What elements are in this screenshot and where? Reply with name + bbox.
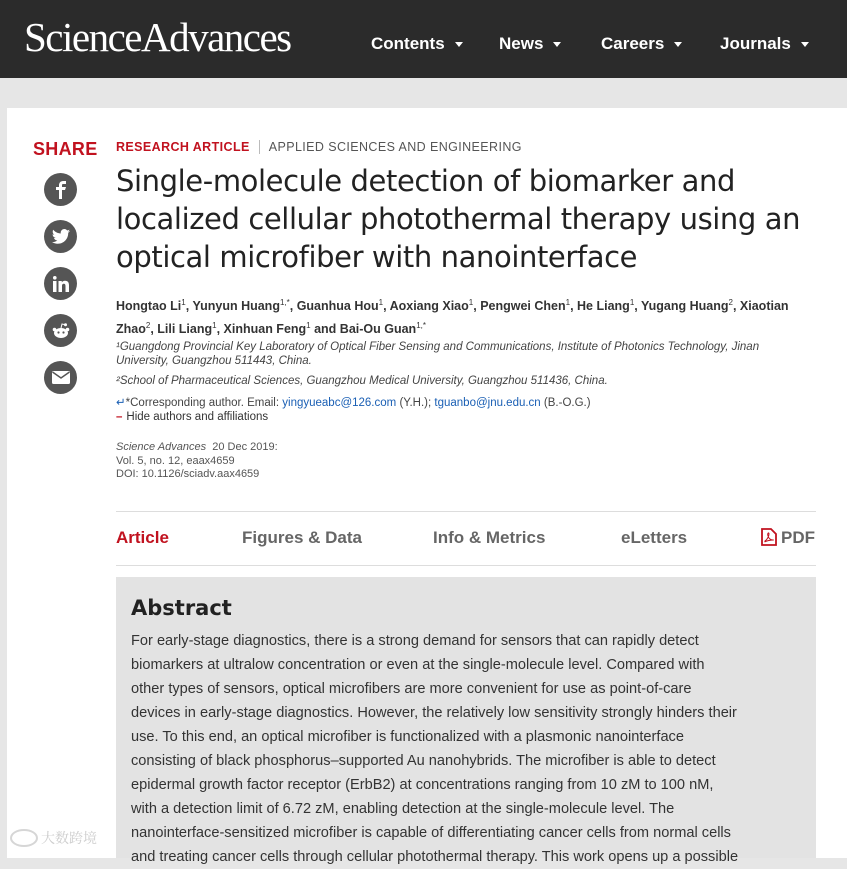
nav-journals-label: Journals (720, 34, 791, 53)
category-divider (259, 140, 260, 154)
nav-journals[interactable] (720, 34, 809, 54)
facebook-icon[interactable] (44, 173, 77, 206)
author-affil-sup: 1 (306, 321, 311, 331)
author-affil-sup: 1 (629, 298, 635, 307)
chevron-down-icon (455, 42, 463, 47)
abstract-body (131, 629, 803, 869)
pdf-icon (761, 528, 777, 546)
abstract-line: other types of sensors, optical microfibers are more convenient for use as point-of-care (131, 681, 692, 697)
abstract-heading: Abstract (131, 596, 232, 620)
author-affil-sup: 1 (378, 298, 384, 307)
tab-pdf-label: PDF (781, 528, 815, 547)
abstract-line: For early-stage diagnostics, there is a strong demand for sensors that can rapidly detect (131, 633, 699, 649)
abstract-line: nanointerface-sensitized microfiber is capable of differentiating cancer cells from normal cells (131, 825, 731, 841)
corresponding-author (116, 395, 591, 409)
volume-info: Vol. 5, no. 12, eaax4659 (116, 454, 235, 467)
author-affil-sup: 1,* (279, 298, 290, 307)
share-label: SHARE (33, 139, 98, 159)
abstract-line: use. To this end, an optical microfiber is functionalized with a plasmonic nanointerface (131, 729, 684, 745)
watermark-text: 大数跨境 (41, 830, 97, 846)
return-arrow-icon: ↵ (116, 397, 126, 409)
author-name[interactable]: Pengwei Chen (480, 299, 566, 314)
tab-article[interactable]: Article (116, 528, 169, 547)
nav-news-label: News (499, 34, 544, 53)
author-affil-sup: 1 (181, 298, 186, 307)
email-link-1[interactable]: yingyueabc@126.com (282, 397, 397, 409)
author-affil-sup: 1 (212, 321, 217, 331)
abstract-line: devices in early-stage diagnostics. However, the relatively low sensitivity strongly hinders their (131, 705, 737, 721)
twitter-icon[interactable] (44, 220, 77, 253)
nav-contents[interactable] (371, 34, 463, 54)
author-name[interactable]: Guanhua Hou (296, 299, 379, 314)
author-list: Hongtao Li$^1$, Yunyun Huang$^{1,*}$, Guanhua Hou$^1$, Aoxiang Xiao$^1$, Pengwei Chen$^1$, He Liang$^1$, Yugang Huang$^2$, Xiaotian Zhao$^2$, Lili Liang$^1$, Xinhuan Feng$^1$ and Bai-Ou Guan$^{1,*}$ (116, 298, 789, 337)
pub-date: 20 Dec 2019: (212, 441, 278, 453)
email1-suffix: (Y.H.); (399, 397, 432, 409)
author-affil-sup: 1,* (416, 321, 426, 331)
tab-eletters[interactable]: eLetters (621, 528, 688, 547)
article-subject[interactable]: APPLIED SCIENCES AND ENGINEERING (268, 140, 522, 154)
chevron-down-icon (801, 42, 809, 47)
site-header (0, 0, 847, 78)
abstract-line: with a detection limit of 6.72 zM, enabling detection at the single-molecule level. The (131, 801, 675, 817)
article-type[interactable]: RESEARCH ARTICLE (116, 140, 250, 154)
author-name[interactable]: He Liang (577, 299, 630, 314)
nav-careers-label: Careers (601, 34, 665, 53)
author-name[interactable]: Yunyun Huang (192, 299, 280, 314)
author-affil-sup: 1 (565, 298, 571, 307)
linkedin-icon[interactable] (44, 267, 77, 300)
nav-contents-label: Contents (371, 34, 445, 53)
article-categories (116, 140, 522, 154)
email-link-2[interactable]: tguanbo@jnu.edu.cn (434, 397, 541, 409)
affiliation-1: ¹Guangdong Provincial Key Laboratory of Optical Fiber Sensing and Communications, Institute of Photonics Technology, Jinan University, Guangzhou 511443, China. (116, 341, 760, 367)
nav-careers[interactable] (601, 34, 682, 54)
hide-authors-toggle[interactable] (116, 411, 268, 423)
watermark (10, 828, 97, 848)
watermark-logo-icon (10, 829, 38, 847)
minus-icon: – (116, 411, 123, 423)
doi: DOI: 10.1126/sciadv.aax4659 (116, 468, 260, 480)
chevron-down-icon (553, 42, 561, 47)
header-spacer (0, 78, 847, 108)
email-icon[interactable] (44, 361, 77, 394)
affiliation-2: ²School of Pharmaceutical Sciences, Guangzhou Medical University, Guangzhou 511436, China. (116, 375, 608, 387)
email2-suffix: (B.-O.G.) (543, 397, 591, 409)
abstract-panel (116, 577, 816, 865)
tab-figures-data[interactable]: Figures & Data (242, 528, 362, 547)
hide-authors-label: Hide authors and affiliations (126, 411, 269, 423)
abstract-line: biomarkers at ultralow concentration or even at the single-molecule level. Compared with (131, 657, 705, 673)
author-affil-sup: 2 (728, 298, 733, 307)
abstract-line: epidermal growth factor receptor (ErbB2) at concentrations ranging from 10 zM to 100 nM, (131, 777, 714, 793)
article-title: Single-molecule detection of biomarker and localized cellular photothermal therapy using an optical microfiber with nanointerface (116, 164, 801, 274)
nav-news[interactable] (499, 34, 561, 54)
chevron-down-icon (674, 42, 682, 47)
author-name[interactable]: Yugang Huang (641, 299, 729, 314)
author-name[interactable]: Lili Liang (157, 322, 213, 337)
abstract-line: and treating cancer cells through cellular photothermal therapy. This work opens up a possible (131, 849, 739, 865)
author-name[interactable]: Xiaotian Zhao (116, 299, 789, 337)
reddit-icon[interactable] (44, 314, 77, 347)
tab-info-metrics[interactable]: Info & Metrics (433, 528, 546, 547)
author-name[interactable]: Aoxiang Xiao (389, 299, 469, 314)
citation-meta (116, 441, 278, 482)
author-name[interactable]: Hongtao Li (116, 299, 182, 314)
tabs-top-border (116, 511, 816, 512)
author-affil-sup: 1 (468, 298, 474, 307)
corresponding-prefix: *Corresponding author. Email: (125, 397, 280, 409)
tabs-bottom-border (116, 565, 816, 566)
journal-name: Science Advances (116, 441, 207, 453)
author-name[interactable]: Xinhuan Feng (223, 322, 307, 337)
author-name[interactable]: Bai-Ou Guan (339, 322, 417, 337)
site-logo[interactable]: ScienceAdvances (24, 14, 291, 60)
author-affil-sup: 2 (145, 321, 151, 331)
abstract-line: consisting of black phosphorus–supported Au nanohybrids. The microfiber is able to detect (131, 753, 716, 769)
tab-pdf[interactable] (761, 528, 815, 548)
